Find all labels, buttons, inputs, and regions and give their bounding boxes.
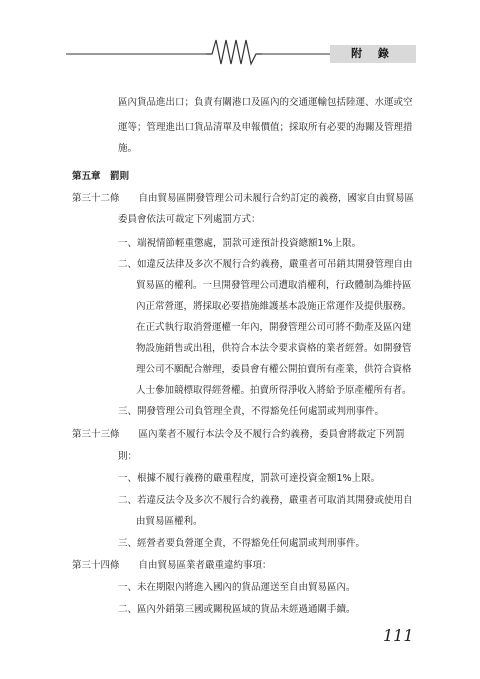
article-line: 第三十三條 區內業者不履行本法令及不履行合約義務，委員會將裁定下列罰 [72,429,405,440]
text-line: 在正式執行取消營運權一年內，開發管理公司可將不動產及區內建 [136,322,412,333]
text-line: 人士參加競標取得經營權。拍賣所得淨收入將給予原產權所有者。 [136,385,412,396]
page-header [0,0,480,70]
list-item: 二、若違反法令及多次不履行合約義務，嚴重者可取消其開發或使用自 [118,495,413,506]
page-number: 111 [383,626,414,645]
list-item: 三、開發管理公司負管理全責，不得豁免任何處罰或判刑事件。 [118,406,385,417]
list-item: 三、經營者要負營運全責，不得豁免任何處罰或判刑事件。 [118,538,366,549]
text-line: 內正常營運，將採取必要措施維護基本設施正常運作及提供服務。 [136,301,412,312]
text-line: 貿易區的權利。一旦開發管理公司遭取消權利，行政體制為維持區 [136,280,412,291]
text-line: 由貿易區權利。 [136,516,203,527]
text-line: 物設施銷售或出租，供符合本法令要求資格的業者經營。如開發管 [136,343,412,354]
list-item: 二、如違反法律及多次不履行合約義務，嚴重者可吊銷其開發管理自由 [118,259,413,270]
list-item: 二、區內外銷第三國或關稅區域的貨品未經過通關手續。 [118,604,356,615]
article-line: 第三十二條 自由貿易區開發管理公司未履行合約訂定的義務，國家自由貿易區 [72,193,415,204]
text-line: 委員會依法可裁定下列處罰方式： [118,214,261,225]
article-line: 第三十四條 自由貿易區業者嚴重違約事項： [72,560,272,571]
list-item: 一、端視情節輕重懲處，罰款可達預計投資總額1%上限。 [118,238,362,249]
text-line: 施。 [118,143,138,154]
text-line: 則： [118,451,138,462]
text-line: 運等；管理進出口貨品清單及申報價值；採取所有必要的海關及管理措 [118,122,413,133]
section-tab: 附 錄 [330,45,416,63]
list-item: 一、未在期限內將進入國內的貨品運送至自由貿易區內。 [118,582,356,593]
text-line: 區內貨品進出口；負責有關港口及區內的交通運輸包括陸運、水運或空 [118,97,413,108]
text-line: 理公司不願配合辦理，委員會有權公開拍賣所有產業，供符合資格 [136,364,412,375]
list-item: 一、根據不履行義務的嚴重程度，罰款可達投資金額1%上限。 [118,473,381,484]
chapter-heading: 第五章 罰則 [72,171,130,182]
